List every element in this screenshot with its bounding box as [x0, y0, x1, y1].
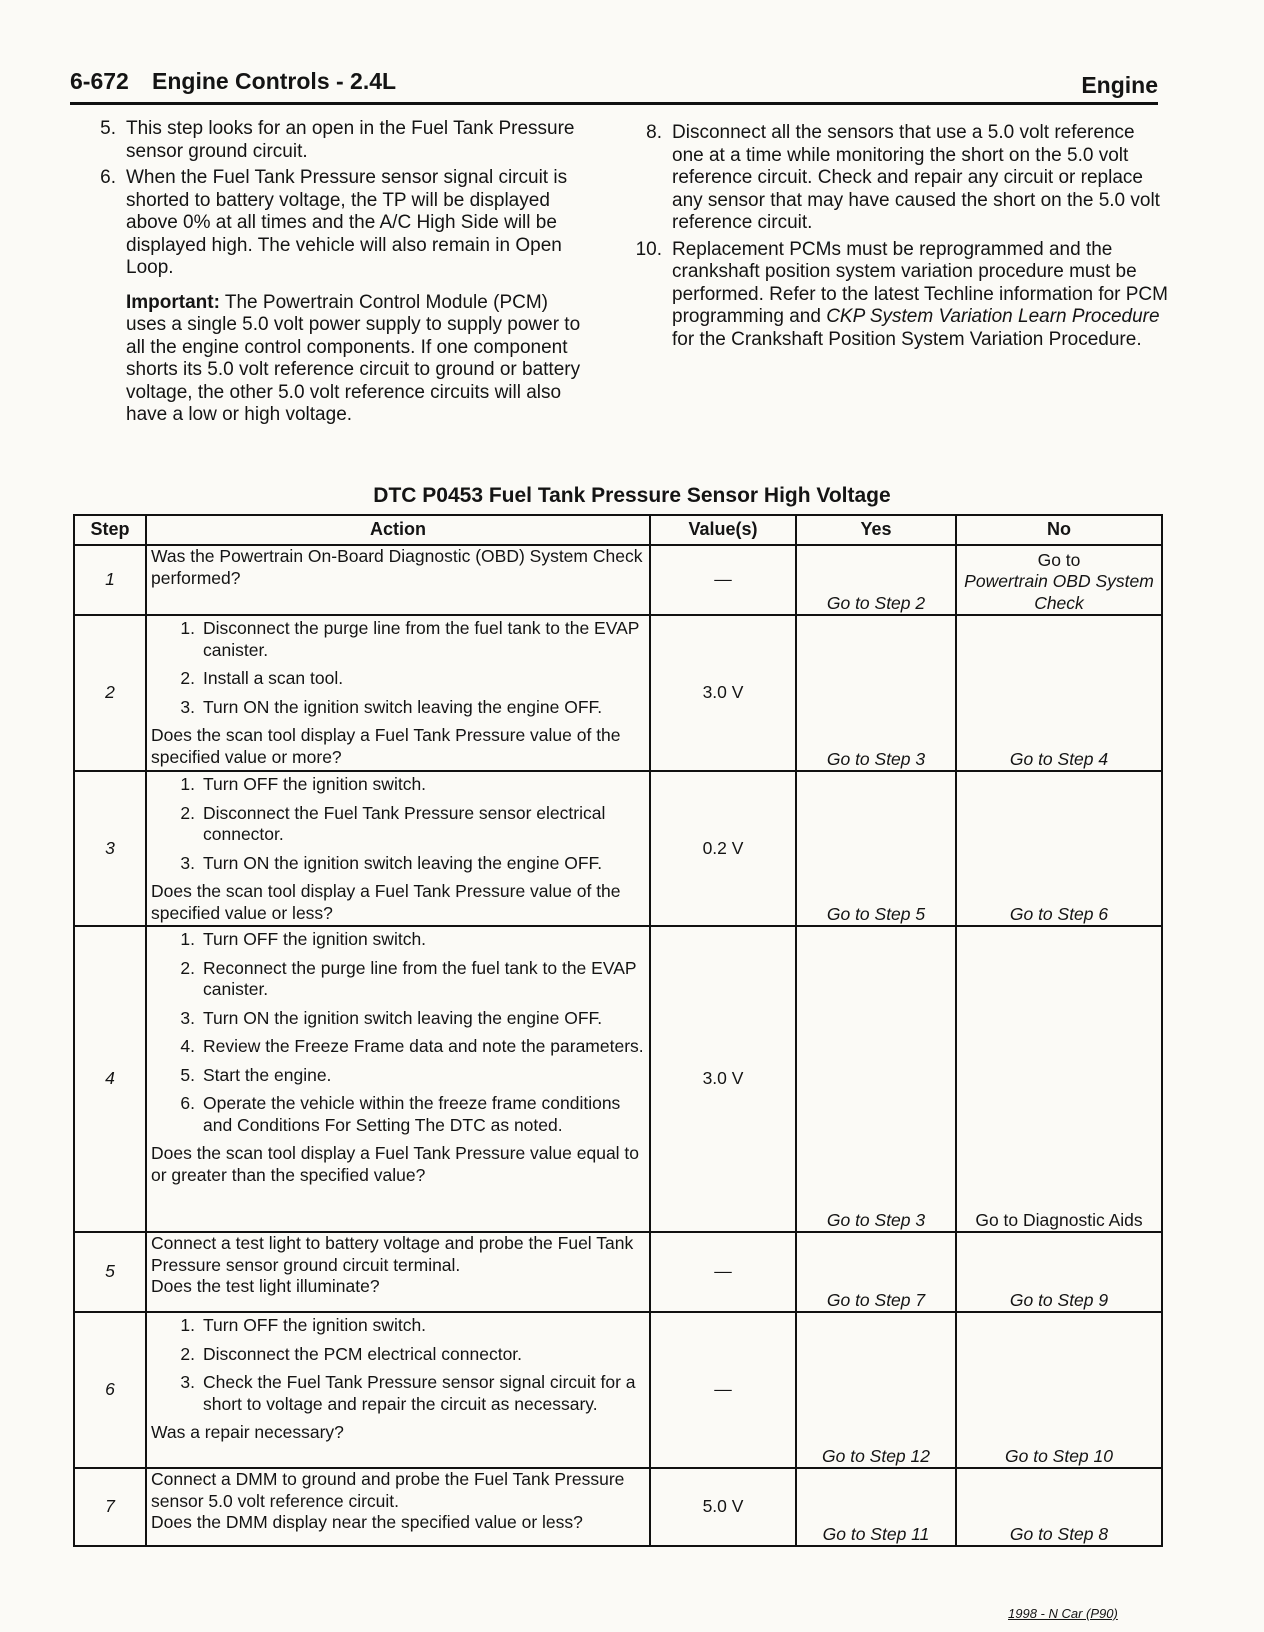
- substep-item: [151, 774, 645, 796]
- action-question: Does the scan tool display a Fuel Tank Pressure value of the specified value or less?: [151, 881, 621, 923]
- substep-text: Check the Fuel Tank Pressure sensor signal circuit for a short to voltage and repair the circuit as necessary.: [203, 1372, 636, 1414]
- notes-left-column: [88, 118, 588, 427]
- action-cell: [146, 1232, 650, 1312]
- step-number: 1: [74, 545, 146, 615]
- action-cell: [146, 1312, 650, 1468]
- substep-item: [151, 929, 645, 951]
- substep-item: [151, 1093, 645, 1136]
- action-cell: [146, 926, 650, 1232]
- header-value: Value(s): [650, 515, 796, 545]
- substep-text: Turn ON the ignition switch leaving the engine OFF.: [203, 696, 603, 717]
- value-cell: 3.0 V: [650, 615, 796, 771]
- substep-text: Reconnect the purge line from the fuel tank to the EVAP canister.: [203, 957, 637, 999]
- action-cell: [146, 545, 650, 615]
- value-cell: —: [650, 1312, 796, 1468]
- substep-item: [151, 1315, 645, 1337]
- table-row: [74, 1312, 1162, 1468]
- diagnostic-table: [73, 514, 1163, 1547]
- note-number: 8.: [646, 122, 662, 143]
- value-cell: 0.2 V: [650, 771, 796, 926]
- section-label: Engine: [1081, 72, 1158, 98]
- substep-text: Turn OFF the ignition switch.: [203, 1315, 427, 1335]
- no-cell: [956, 545, 1162, 615]
- yes-cell: Go to Step 11: [796, 1468, 956, 1546]
- no-cell: [956, 1312, 1162, 1468]
- no-cell: [956, 1232, 1162, 1312]
- note-text: When the Fuel Tank Pressure sensor signal circuit is shorted to battery voltage, the TP will be displayed above 0% at all times and the A/C High Side will be displayed high. The vehicle will also remain in Open Loop.: [126, 167, 568, 278]
- substep-item: [151, 618, 645, 661]
- note-item: [88, 167, 588, 280]
- substep-text: Disconnect the PCM electrical connector.: [203, 1343, 523, 1364]
- footer-code: 1998 - N Car (P90): [1008, 1606, 1118, 1621]
- no-reference: Powertrain OBD System Check: [964, 571, 1154, 613]
- yes-cell: Go to Step 2: [796, 545, 956, 615]
- no-cell: [956, 615, 1162, 771]
- value-cell: —: [650, 1232, 796, 1312]
- action-question: Was a repair necessary?: [151, 1422, 344, 1442]
- note-item: [634, 239, 1170, 352]
- substep-list: [151, 1315, 645, 1415]
- substep-number: 1.: [180, 929, 195, 949]
- substep-text: Turn OFF the ignition switch.: [203, 929, 427, 949]
- substep-number: 1.: [180, 618, 195, 638]
- substep-text: Disconnect the Fuel Tank Pressure sensor electrical connector.: [203, 802, 606, 844]
- no-reference: Go to Step 8: [1009, 1523, 1109, 1544]
- substep-text: Disconnect the purge line from the fuel tank to the EVAP canister.: [203, 618, 640, 660]
- procedure-reference: CKP System Variation Learn Procedure: [826, 306, 1160, 327]
- substep-number: 2.: [180, 668, 195, 688]
- page-header: [70, 64, 1158, 105]
- header-action: Action: [146, 515, 650, 545]
- substep-number: 1.: [180, 774, 195, 794]
- substep-number: 3.: [180, 1007, 195, 1028]
- substep-item: [151, 1008, 645, 1030]
- step-number: 5: [74, 1232, 146, 1312]
- substep-item: [151, 697, 645, 719]
- substep-number: 5.: [180, 1064, 195, 1085]
- table-row: [74, 1468, 1162, 1546]
- substep-number: 2.: [180, 1343, 195, 1364]
- action-question: Does the scan tool display a Fuel Tank Pressure value of the specified value or more?: [151, 725, 621, 767]
- substep-item: [151, 1065, 645, 1087]
- substep-number: 3.: [180, 852, 195, 873]
- action-question: Does the test light illuminate?: [151, 1276, 380, 1296]
- important-text: The Powertrain Control Module (PCM) uses a single 5.0 volt power supply to supply power to all the engine control components. If one component shorts its 5.0 volt reference circuit to ground or battery voltage, the other 5.0 volt reference circuits will also have a low or high voltage.: [126, 291, 581, 425]
- value-cell: —: [650, 545, 796, 615]
- action-cell: [146, 615, 650, 771]
- no-cell: [956, 771, 1162, 926]
- substep-item: [151, 1344, 645, 1366]
- substep-list: [151, 774, 645, 874]
- action-question: Does the scan tool display a Fuel Tank Pressure value equal to or greater than the specified value?: [151, 1143, 640, 1185]
- value-cell: 3.0 V: [650, 926, 796, 1232]
- table-header-row: [74, 515, 1162, 545]
- step-number: 2: [74, 615, 146, 771]
- substep-item: [151, 803, 645, 846]
- step-number: 6: [74, 1312, 146, 1468]
- yes-cell: Go to Step 12: [796, 1312, 956, 1468]
- table-row: [74, 926, 1162, 1232]
- no-text: Go to Diagnostic Aids: [975, 1209, 1143, 1230]
- note-text-part: Replacement PCMs must be reprogrammed and the crankshaft position system variation procedure must be performed. Refer to the latest Techline information for PCM programming and: [672, 238, 1168, 327]
- substep-item: [151, 668, 645, 690]
- important-label: Important:: [126, 291, 220, 313]
- substep-text: Turn ON the ignition switch leaving the engine OFF.: [203, 1007, 603, 1028]
- value-cell: 5.0 V: [650, 1468, 796, 1546]
- substep-number: 2.: [180, 802, 195, 823]
- substep-item: [151, 958, 645, 1001]
- no-cell: [956, 926, 1162, 1232]
- table-body: [74, 545, 1162, 1546]
- substep-text: Start the engine.: [203, 1064, 332, 1085]
- action-question: Does the DMM display near the specified value or less?: [151, 1512, 583, 1532]
- no-text: Go to: [1037, 549, 1081, 570]
- substep-list: [151, 929, 645, 1136]
- table-row: [74, 771, 1162, 926]
- note-text: This step looks for an open in the Fuel Tank Pressure sensor ground circuit.: [126, 118, 575, 162]
- header-step: Step: [74, 515, 146, 545]
- substep-text: Turn OFF the ignition switch.: [203, 774, 427, 794]
- table-row: [74, 615, 1162, 771]
- action-cell: [146, 1468, 650, 1546]
- table-title: DTC P0453 Fuel Tank Pressure Sensor High Voltage: [373, 484, 891, 507]
- header-yes: Yes: [796, 515, 956, 545]
- note-item: [634, 122, 1170, 235]
- substep-text: Operate the vehicle within the freeze frame conditions and Conditions For Setting The DTC as noted.: [203, 1093, 621, 1135]
- no-reference: Go to Step 4: [1009, 748, 1109, 769]
- note-text: Disconnect all the sensors that use a 5.0 volt reference one at a time while monitoring the short on the 5.0 volt reference circuit. Check and repair any circuit or replace any sensor that may have caused the short on the 5.0 volt reference circuit.: [672, 122, 1160, 233]
- note-text: [672, 239, 1170, 352]
- action-text: Was the Powertrain On-Board Diagnostic (OBD) System Check performed?: [151, 546, 643, 588]
- table-row: [74, 545, 1162, 615]
- substep-number: 3.: [180, 1372, 195, 1392]
- table-row: [74, 1232, 1162, 1312]
- substep-number: 3.: [180, 696, 195, 717]
- important-note: [126, 292, 588, 427]
- no-reference: Go to Step 10: [1005, 1445, 1113, 1466]
- note-text-part: for the Crankshaft Position System Variation Procedure.: [672, 328, 1142, 350]
- step-number: 7: [74, 1468, 146, 1546]
- action-text: Connect a DMM to ground and probe the Fuel Tank Pressure sensor 5.0 volt reference circuit.: [151, 1469, 625, 1511]
- note-item: [88, 118, 588, 163]
- page-number: 6-672: [70, 68, 129, 94]
- note-number: 5.: [100, 118, 116, 139]
- note-number: 6.: [100, 167, 116, 188]
- header-no: No: [956, 515, 1162, 545]
- notes-right-column: [634, 122, 1170, 355]
- step-number: 3: [74, 771, 146, 926]
- substep-item: [151, 853, 645, 875]
- substep-number: 4.: [180, 1036, 195, 1056]
- action-text: Connect a test light to battery voltage and probe the Fuel Tank Pressure sensor ground circuit terminal.: [151, 1233, 634, 1275]
- substep-item: [151, 1036, 645, 1058]
- yes-cell: Go to Step 3: [796, 926, 956, 1232]
- yes-cell: Go to Step 3: [796, 615, 956, 771]
- yes-cell: Go to Step 5: [796, 771, 956, 926]
- step-number: 4: [74, 926, 146, 1232]
- substep-text: Turn ON the ignition switch leaving the engine OFF.: [203, 852, 603, 873]
- substep-number: 6.: [180, 1093, 195, 1113]
- no-cell: [956, 1468, 1162, 1546]
- substep-number: 1.: [180, 1315, 195, 1335]
- substep-text: Review the Freeze Frame data and note the parameters.: [203, 1036, 644, 1056]
- no-reference: Go to Step 6: [1009, 903, 1109, 924]
- substep-number: 2.: [180, 957, 195, 978]
- section-title: Engine Controls - 2.4L: [152, 68, 397, 94]
- substep-list: [151, 618, 645, 718]
- substep-text: Install a scan tool.: [203, 668, 344, 688]
- note-number: 10.: [635, 238, 662, 260]
- yes-cell: Go to Step 7: [796, 1232, 956, 1312]
- no-reference: Go to Step 9: [1009, 1289, 1109, 1310]
- action-cell: [146, 771, 650, 926]
- substep-item: [151, 1372, 645, 1415]
